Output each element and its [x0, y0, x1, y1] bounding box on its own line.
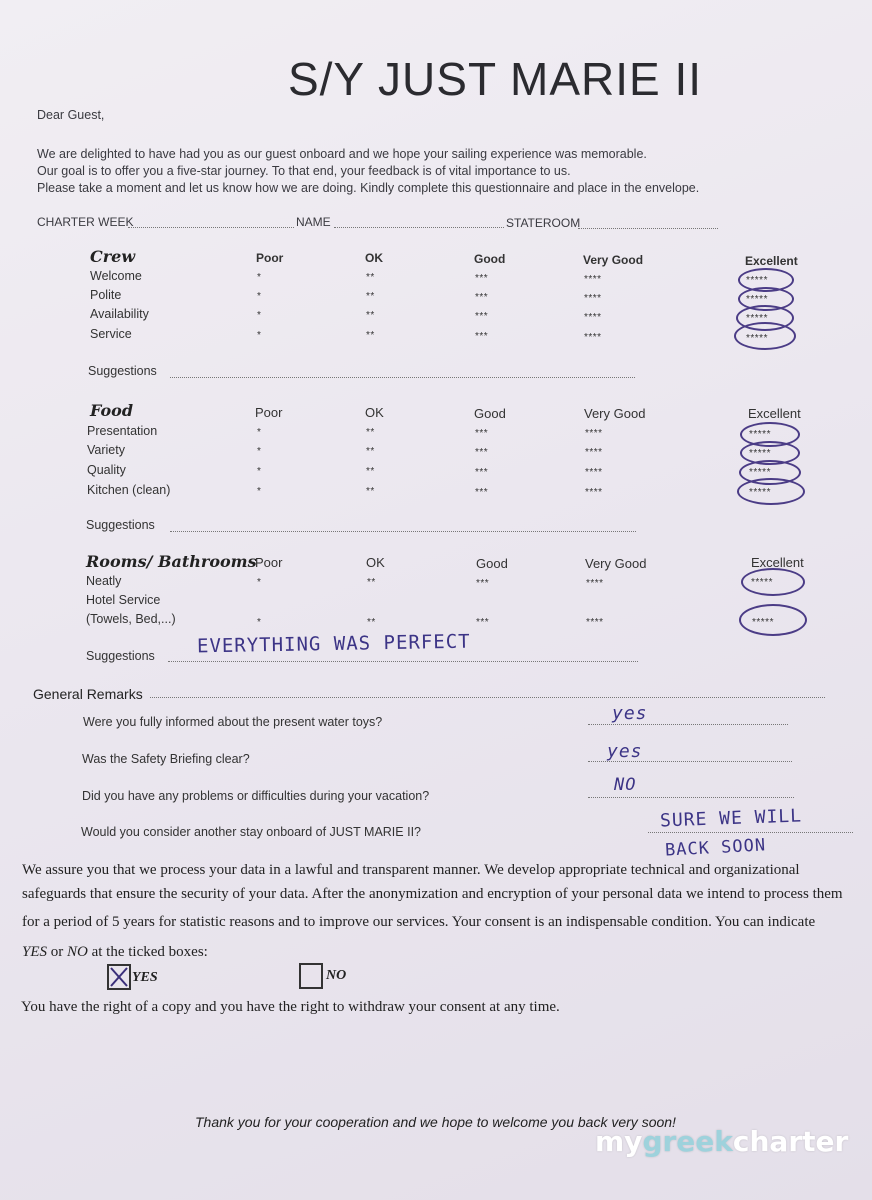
rooms-col-excellent: Excellent: [751, 555, 804, 570]
crew-suggestions-label: Suggestions: [88, 364, 157, 378]
rating-star[interactable]: ****: [586, 578, 604, 589]
rating-star[interactable]: ***: [475, 467, 489, 478]
rating-star[interactable]: ***: [475, 273, 489, 284]
rating-star[interactable]: **: [367, 577, 376, 588]
brand-part-2: greek: [642, 1125, 733, 1158]
answer-line[interactable]: [588, 797, 794, 798]
food-col-poor: Poor: [255, 405, 283, 420]
yes-checkbox[interactable]: [107, 964, 131, 990]
question-another-stay: Would you consider another stay onboard of JUST MARIE II?: [81, 825, 421, 839]
rating-star[interactable]: ****: [584, 293, 602, 304]
rooms-heading: Rooms/ Bathrooms: [86, 552, 257, 571]
consent-rights: You have the right of a copy and you have the right to withdraw your consent at any time.: [21, 999, 560, 1015]
greeting: Dear Guest,: [37, 108, 105, 122]
rooms-col-ok: OK: [366, 555, 385, 570]
rating-star[interactable]: *: [257, 446, 262, 457]
charter-week-line[interactable]: [128, 227, 294, 228]
crew-item-availability: Availability: [90, 307, 149, 321]
rating-star[interactable]: **: [366, 466, 375, 477]
rating-star[interactable]: ****: [584, 274, 602, 285]
rating-star[interactable]: ***: [476, 617, 490, 628]
rating-star[interactable]: **: [366, 272, 375, 283]
name-line[interactable]: [334, 227, 504, 228]
selected-circle: [734, 322, 796, 350]
document-title: S/Y JUST MARIE II: [287, 53, 703, 105]
consent-line-1: We assure you that we process your data in a lawful and transparent manner. We develop appropriate technical and organizational: [22, 862, 800, 878]
intro-line-2: Our goal is to offer you a five-star journey. To that end, your feedback is of vital importance to us.: [37, 164, 571, 178]
rooms-item-neatly: Neatly: [86, 574, 122, 588]
rating-star[interactable]: *: [257, 291, 262, 302]
food-col-excellent: Excellent: [748, 406, 801, 421]
crew-col-good: Good: [474, 252, 506, 266]
crew-col-ok: OK: [365, 251, 383, 265]
selected-circle: [737, 478, 805, 505]
rating-star-excellent[interactable]: *****: [749, 487, 771, 498]
crew-item-service: Service: [90, 327, 132, 341]
rating-star-excellent[interactable]: *****: [749, 429, 771, 440]
handwritten-answer: yes: [607, 741, 643, 762]
rating-star[interactable]: **: [367, 617, 376, 628]
selected-circle: [741, 568, 805, 596]
rating-star-excellent[interactable]: *****: [749, 467, 771, 478]
stateroom-label: STATEROOM: [506, 216, 581, 230]
rating-star-excellent[interactable]: *****: [749, 448, 771, 459]
rating-star-excellent[interactable]: *****: [746, 313, 768, 324]
food-heading: Food: [90, 401, 134, 420]
rating-star-excellent[interactable]: *****: [751, 577, 773, 588]
rating-star[interactable]: *: [257, 427, 262, 438]
rating-star[interactable]: **: [366, 427, 375, 438]
crew-item-polite: Polite: [90, 288, 122, 302]
handwritten-answer-2: BACK SOON: [664, 835, 767, 861]
rating-star[interactable]: ***: [475, 311, 489, 322]
charter-week-label: CHARTER WEEK: [37, 215, 134, 229]
general-remarks-line[interactable]: [150, 697, 825, 698]
crew-col-excellent: Excellent: [745, 254, 798, 268]
crew-heading: Crew: [90, 247, 136, 266]
food-item-presentation: Presentation: [87, 424, 158, 438]
question-water-toys: Were you fully informed about the present water toys?: [83, 715, 383, 729]
rating-star[interactable]: *: [257, 486, 262, 497]
intro-line-3: Please take a moment and let us know how we are doing. Kindly complete this questionnaire and place in the envelope.: [37, 181, 700, 195]
rating-star-excellent[interactable]: *****: [746, 333, 768, 344]
rooms-col-good: Good: [476, 556, 508, 571]
rating-star[interactable]: **: [366, 446, 375, 457]
rooms-suggestions-line[interactable]: [168, 661, 638, 662]
rooms-suggestions-label: Suggestions: [86, 649, 155, 663]
intro-line-1: We are delighted to have had you as our guest onboard and we hope your sailing experience was memorable.: [37, 147, 647, 161]
rooms-col-very-good: Very Good: [585, 556, 647, 571]
rating-star[interactable]: ****: [586, 617, 604, 628]
crew-col-very-good: Very Good: [583, 253, 644, 267]
general-remarks-heading: General Remarks: [33, 686, 143, 702]
check-mark-icon: [109, 966, 129, 988]
food-item-quality: Quality: [87, 463, 126, 477]
rating-star[interactable]: *: [257, 330, 262, 341]
consent-line-4: [22, 944, 208, 961]
consent-no-word: NO: [67, 944, 88, 960]
rating-star[interactable]: *: [257, 310, 262, 321]
food-col-very-good: Very Good: [584, 406, 646, 421]
brand-watermark: [595, 1125, 848, 1158]
rating-star[interactable]: ****: [585, 447, 603, 458]
rating-star[interactable]: *: [257, 466, 262, 477]
rating-star[interactable]: ***: [475, 331, 489, 342]
handwritten-answer: yes: [612, 703, 648, 724]
rating-star[interactable]: ****: [585, 428, 603, 439]
crew-col-poor: Poor: [256, 251, 284, 265]
rating-star[interactable]: ***: [476, 578, 490, 589]
consent-yes-word: YES: [22, 944, 48, 960]
food-suggestions-label: Suggestions: [86, 518, 155, 532]
rating-star[interactable]: ***: [475, 447, 489, 458]
rooms-item-hotel-service: Hotel Service: [86, 593, 161, 607]
food-suggestions-line[interactable]: [170, 531, 636, 532]
brand-part-3: charter: [732, 1125, 849, 1158]
rooms-item-towels: (Towels, Bed,...): [86, 612, 176, 626]
handwritten-answer: SURE WE WILL: [659, 805, 803, 832]
thank-you-line: Thank you for your cooperation and we hope to welcome you back very soon!: [195, 1114, 676, 1130]
handwritten-suggestion: EVERYTHING WAS PERFECT: [196, 630, 471, 658]
rating-star-excellent[interactable]: *****: [746, 294, 768, 305]
rating-star[interactable]: **: [366, 291, 375, 302]
rating-star[interactable]: *: [257, 577, 262, 588]
consent-line-2: safeguards that ensure the security of your data. After the anonymization and encryption of your personal data we intend to process them: [22, 886, 843, 902]
question-problems: Did you have any problems or difficulties during your vacation?: [82, 789, 430, 803]
answer-line[interactable]: [588, 724, 788, 725]
rating-star[interactable]: ***: [475, 428, 489, 439]
food-col-good: Good: [474, 406, 506, 421]
rating-star[interactable]: **: [366, 486, 375, 497]
rating-star-excellent[interactable]: *****: [746, 275, 768, 286]
rating-star[interactable]: ****: [584, 312, 602, 323]
rooms-col-poor: Poor: [255, 555, 283, 570]
rating-star[interactable]: ****: [584, 332, 602, 343]
yes-label: YES: [132, 970, 158, 985]
stateroom-line[interactable]: [578, 228, 718, 229]
crew-suggestions-line[interactable]: [170, 377, 635, 378]
no-checkbox[interactable]: [299, 963, 323, 989]
selected-circle: [739, 604, 807, 636]
consent-tail: at the ticked boxes:: [91, 944, 208, 960]
food-item-kitchen: Kitchen (clean): [87, 483, 171, 497]
rating-star[interactable]: **: [366, 330, 375, 341]
rating-star-excellent[interactable]: *****: [752, 617, 774, 628]
no-label: NO: [326, 968, 347, 983]
answer-line[interactable]: [648, 832, 853, 833]
handwritten-answer: NO: [614, 775, 637, 795]
crew-item-welcome: Welcome: [90, 269, 142, 283]
brand-part-1: my: [595, 1125, 643, 1158]
rating-star[interactable]: **: [366, 310, 375, 321]
rating-star[interactable]: ****: [585, 467, 603, 478]
consent-line-3: for a period of 5 years for statistic reasons and to improve our services. Your consent is an indispensable condition. You can indicate: [22, 914, 816, 930]
consent-or-word: or: [50, 944, 64, 960]
rating-star[interactable]: ****: [585, 487, 603, 498]
food-item-variety: Variety: [87, 443, 125, 457]
food-col-ok: OK: [365, 405, 384, 420]
rating-star[interactable]: *: [257, 617, 262, 628]
question-safety-briefing: Was the Safety Briefing clear?: [82, 752, 250, 766]
rating-star[interactable]: *: [257, 272, 262, 283]
name-label: NAME: [296, 215, 331, 229]
rating-star[interactable]: ***: [475, 487, 489, 498]
rating-star[interactable]: ***: [475, 292, 489, 303]
